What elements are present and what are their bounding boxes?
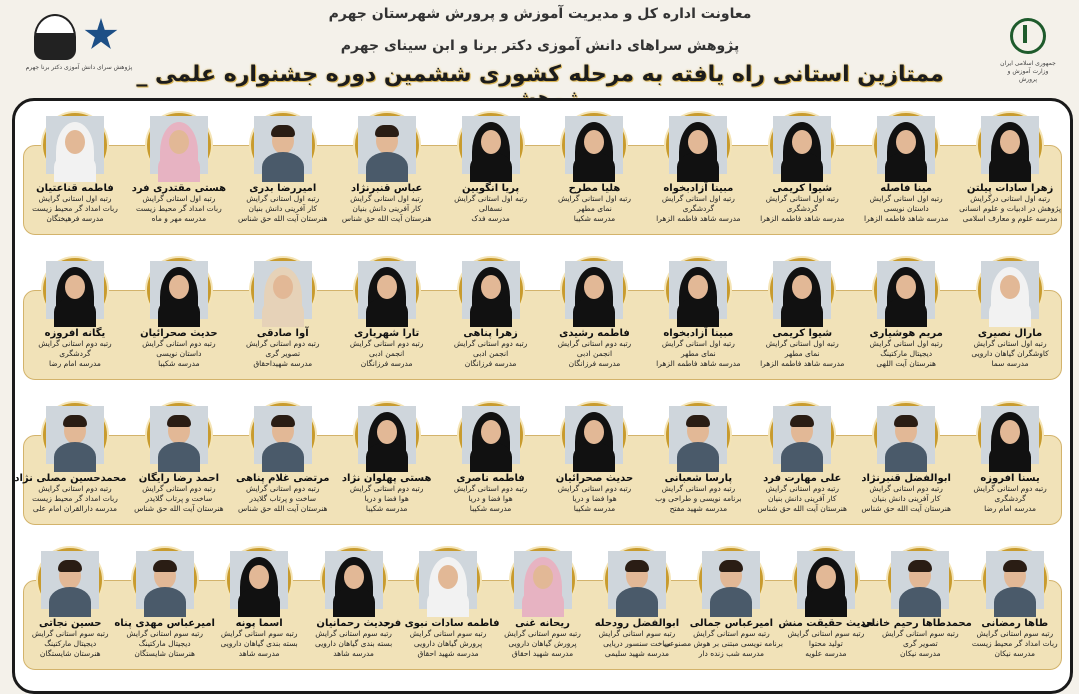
- honoree-name: زهرا پناهی: [463, 328, 518, 339]
- category-line: تصویر گری: [265, 349, 301, 358]
- honoree-name: محمدطاها رحیم خانلی: [861, 618, 972, 629]
- school-line: مدرسه امام رضا: [984, 504, 1037, 513]
- school-line: مدرسه سما: [991, 359, 1029, 368]
- school-line: مدرسه مهر و ماه: [151, 214, 207, 223]
- school-line: مدرسه شاهد: [238, 649, 280, 658]
- honoree-name: مریم هوشیاری: [869, 328, 943, 339]
- rank-line: رتبه دوم استانی گرایش: [557, 484, 632, 493]
- category-line: ربات امداد گر محیط زیست: [135, 204, 222, 213]
- school-line: هنرستان آیت الله حق شناس: [134, 504, 224, 513]
- portrait-photo: [978, 403, 1042, 467]
- category-line: گردشگری: [59, 349, 91, 358]
- category-line: پرورش گیاهان دارویی: [508, 639, 577, 648]
- school-line: مدرسه شهید سلیمی: [604, 649, 670, 658]
- honoree-name: فاطمه رشیدی: [559, 328, 630, 339]
- rank-line: رتبه دوم استانی گرایش: [453, 339, 528, 348]
- category-line: کاوشگران گیاهان دارویی: [971, 349, 1049, 358]
- school-line: هنرستان آیت اللهی: [876, 359, 936, 368]
- honoree-card: [335, 113, 438, 243]
- honoree-card: [127, 403, 230, 533]
- portrait-photo: [251, 403, 315, 467]
- rank-line: رتبه سوم استانی گرایش: [882, 629, 959, 638]
- poster-title: ممتازین استانی راه یافته به مرحله کشوری ششمین دوره جشنواره علمی _: [136, 62, 944, 87]
- category-line: هوا فضا و دریا: [572, 494, 617, 503]
- honoree-name: تارا شهریاری: [354, 328, 420, 339]
- portrait-photo: [978, 113, 1042, 177]
- iran-emblem-icon: [1010, 18, 1046, 54]
- honoree-card: [208, 548, 311, 678]
- portrait-photo: [251, 113, 315, 177]
- rank-line: رتبه سوم استانی گرایش: [126, 629, 204, 638]
- honoree-name: زهرا سادات پیلتن: [966, 183, 1054, 194]
- star-emblem-icon: [84, 18, 118, 52]
- lighthouse-icon: [34, 14, 76, 60]
- category-line: برنامه نویسی مبتنی بر هوش مصنوعی: [663, 639, 783, 648]
- honoree-name: یسنا افروزه: [980, 473, 1040, 484]
- category-line: داستان نویسی: [883, 204, 929, 213]
- portrait-photo: [43, 403, 107, 467]
- rank-line: رتبه اول استانی گرایش: [557, 194, 631, 203]
- category-line: پژوهش در ادبیات و علوم انسانی: [959, 204, 1062, 213]
- honoree-name: اسما پونه: [235, 618, 283, 629]
- school-line: مدرسه شاهد فاطمه الزهرا: [863, 214, 949, 223]
- rank-line: رتبه اول استانی گرایش: [661, 339, 735, 348]
- portrait-photo: [562, 113, 626, 177]
- school-line: مدرسه شکیبا: [573, 214, 616, 223]
- category-line: تولید محتوا: [808, 639, 843, 648]
- honoree-row: [15, 536, 1070, 676]
- rank-line: رتبه دوم استانی گرایش: [453, 484, 528, 493]
- portrait-photo: [562, 258, 626, 322]
- honoree-name: احمد رضا رایگان: [138, 473, 220, 484]
- rank-line: رتبه اول استانی گرایش: [973, 339, 1047, 348]
- honoree-card: [959, 258, 1062, 388]
- portrait-photo: [322, 548, 386, 612]
- portrait-photo: [251, 258, 315, 322]
- school-line: مدرسه فرهیختگان: [46, 214, 104, 223]
- rank-line: رتبه دوم استانی گرایش: [973, 484, 1047, 493]
- honoree-card: [335, 403, 438, 533]
- portrait-photo: [43, 258, 107, 322]
- portrait-photo: [794, 548, 858, 612]
- rank-line: رتبه دوم استانی گرایش: [142, 484, 216, 493]
- school-line: مدرسه شکیبا: [365, 504, 408, 513]
- portrait-photo: [874, 113, 938, 177]
- school-line: مدرسه علویه: [805, 649, 847, 658]
- rank-line: رتبه دوم استانی گرایش: [349, 339, 424, 348]
- category-line: انجمن ادبی: [369, 349, 405, 358]
- rank-line: رتبه سوم استانی گرایش: [976, 629, 1054, 638]
- rank-line: رتبه اول استانی درگرایش: [970, 194, 1051, 203]
- rank-line: رتبه اول استانی گرایش: [869, 194, 943, 203]
- school-line: مدرسه دارالقران امام علی: [32, 504, 118, 513]
- honoree-card: [647, 258, 750, 388]
- honoree-name: حدیث صحرائیان: [555, 473, 634, 484]
- portrait-photo: [770, 113, 834, 177]
- rank-line: رتبه اول استانی گرایش: [765, 194, 839, 203]
- honoree-row: [15, 101, 1070, 241]
- rank-line: رتبه اول استانی گرایش: [765, 339, 839, 348]
- school-line: مدرسه فدک: [471, 214, 510, 223]
- portrait-photo: [666, 258, 730, 322]
- portrait-photo: [227, 548, 291, 612]
- honoree-card: [439, 258, 542, 388]
- school-line: مدرسه شهید احقاق: [511, 649, 574, 658]
- school-line: مدرسه نیکان: [900, 649, 941, 658]
- honoree-name: عباس قنبرنژاد: [350, 183, 423, 194]
- honoree-card: [231, 258, 334, 388]
- category-line: نمای مطهر: [577, 204, 612, 213]
- rank-line: رتبه دوم استانی گرایش: [38, 484, 112, 493]
- rank-line: رتبه دوم استانی گرایش: [246, 484, 320, 493]
- portrait-photo: [38, 548, 102, 612]
- school-line: هنرستان آیت الله حق شناس: [861, 504, 951, 513]
- poster-header: [0, 0, 1079, 100]
- category-line: هوا فضا و دریا: [364, 494, 409, 503]
- honoree-name: هستی مقتدری فرد: [131, 183, 227, 194]
- portrait-photo: [562, 403, 626, 467]
- honoree-name: فاطمه قناعتیان: [36, 183, 114, 194]
- school-line: مدرسه شاهد فاطمه الزهرا: [656, 359, 741, 368]
- school-line: مدرسه فرزانگان: [464, 359, 517, 368]
- category-line: ساخت سنسور دریایی: [603, 639, 671, 648]
- portrait-photo: [459, 258, 523, 322]
- school-line: هنرستان آیت الله حق شناس: [341, 214, 432, 223]
- honoree-card: [751, 258, 854, 388]
- honoree-card: [963, 548, 1066, 678]
- honoree-name: حسین نجاتی: [38, 618, 102, 629]
- honoree-name: فاطمه ناصری: [456, 473, 525, 484]
- honoree-name: یگانه افروزه: [44, 328, 106, 339]
- honoree-name: حدیث حقیقت منش: [778, 618, 874, 629]
- school-line: مدرسه شاهد فاطمه الزهرا: [760, 359, 845, 368]
- honoree-name: شیوا کریمی: [772, 328, 833, 339]
- portrait-photo: [147, 258, 211, 322]
- honoree-card: [19, 548, 122, 678]
- school-line: مدرسه شهیداحقاق: [253, 359, 313, 368]
- honoree-name: حدیث رحمانیان: [316, 618, 391, 629]
- rank-line: رتبه دوم استانی گرایش: [246, 339, 320, 348]
- school-line: هنرستان آیت الله حق شناس: [237, 504, 328, 513]
- honoree-name: فاطمه سادات نبوی فرد: [383, 618, 500, 629]
- category-line: دیجیتال مارکتینگ: [44, 639, 97, 648]
- portrait-photo: [355, 403, 419, 467]
- honoree-card: [231, 113, 334, 243]
- category-line: انجمن ادبی: [576, 349, 613, 358]
- honoree-name: امیرعباس مهدی پناه: [114, 618, 215, 629]
- rank-line: رتبه دوم استانی گرایش: [349, 484, 424, 493]
- portrait-photo: [770, 258, 834, 322]
- school-line: هنرستان شایستگان: [134, 649, 195, 658]
- honoree-name: علی مهارت فرد: [763, 473, 842, 484]
- honoree-card: [647, 403, 750, 533]
- honoree-card: [491, 548, 594, 678]
- category-line: کار آفرینی دانش بنیان: [871, 494, 941, 503]
- honoree-name: پارسا شعبانی: [664, 473, 733, 484]
- category-line: نسفالی: [478, 204, 503, 213]
- honoree-name: آوا صادقی: [256, 328, 309, 339]
- portrait-photo: [874, 403, 938, 467]
- portrait-photo: [888, 548, 952, 612]
- category-line: کار آفرینی دانش بنیان: [248, 204, 318, 213]
- portrait-photo: [355, 113, 419, 177]
- research-house-logo: [24, 12, 134, 92]
- category-line: انجمن ادبی: [472, 349, 509, 358]
- school-line: مدرسه شکیبا: [158, 359, 200, 368]
- rank-line: رتبه اول استانی گرایش: [246, 194, 320, 203]
- portrait-photo: [133, 548, 197, 612]
- portrait-photo: [511, 548, 575, 612]
- rank-line: رتبه سوم استانی گرایش: [31, 629, 109, 638]
- rank-line: رتبه دوم استانی گرایش: [38, 339, 112, 348]
- logo-right-caption: جمهوری اسلامی ایران وزارت آموزش و پرورش: [1000, 60, 1056, 83]
- school-line: مدرسه فرزانگان: [360, 359, 413, 368]
- honoree-row: [15, 391, 1070, 531]
- category-line: برنامه نویسی و طراحی وب: [655, 494, 742, 503]
- rank-line: رتبه سوم استانی گرایش: [409, 629, 487, 638]
- honoree-card: [23, 258, 126, 388]
- rank-line: رتبه دوم استانی گرایش: [661, 484, 736, 493]
- honorees-panel: [12, 98, 1073, 694]
- rank-line: رتبه اول استانی گرایش: [869, 339, 943, 348]
- honoree-card: [383, 548, 500, 678]
- honoree-card: [127, 258, 230, 388]
- category-line: نمای مطهر: [784, 349, 820, 358]
- school-line: مدرسه شهید احقاق: [417, 649, 479, 658]
- portrait-photo: [416, 548, 480, 612]
- portrait-photo: [147, 403, 211, 467]
- portrait-photo: [147, 113, 211, 177]
- honoree-row: [15, 246, 1070, 386]
- honoree-name: مارال نصیری: [977, 328, 1043, 339]
- category-line: گردشگری: [682, 204, 715, 213]
- honoree-name: مبینا آزادبخواه: [663, 328, 734, 339]
- honoree-card: [127, 113, 230, 243]
- portrait-photo: [666, 403, 730, 467]
- portrait-photo: [770, 403, 834, 467]
- school-line: مدرسه شاهد فاطمه الزهرا: [656, 214, 741, 223]
- honoree-card: [959, 113, 1062, 243]
- rank-line: رتبه سوم استانی گرایش: [315, 629, 392, 638]
- rank-line: رتبه دوم استانی گرایش: [765, 484, 839, 493]
- school-line: مدرسه نیکان: [994, 649, 1036, 658]
- category-line: پرورش گیاهان دارویی: [413, 639, 483, 648]
- rank-line: رتبه اول استانی گرایش: [142, 194, 216, 203]
- school-line: مدرسه علوم و معارف اسلامی: [962, 214, 1058, 223]
- honoree-card: [543, 258, 646, 388]
- honoree-name: امیرعباس جمالی: [689, 618, 774, 629]
- honoree-card: [113, 548, 216, 678]
- rank-line: رتبه دوم استانی گرایش: [142, 339, 216, 348]
- rank-line: رتبه دوم استانی گرایش: [869, 484, 943, 493]
- portrait-photo: [666, 113, 730, 177]
- category-line: بسته بندی گیاهان دارویی: [314, 639, 393, 648]
- category-line: بسته بندی گیاهان دارویی: [220, 639, 298, 648]
- honoree-card: [959, 403, 1062, 533]
- honoree-name: مینا فاصله: [880, 183, 933, 194]
- honoree-name: هستی پهلوان نژاد: [341, 473, 432, 484]
- honoree-name: هلیا مطرح: [568, 183, 621, 194]
- header-line-2: پژوهش سراهای دانش آموزی دکتر برنا و ابن سینای جهرم: [340, 38, 740, 54]
- category-line: کار آفرینی دانش بنیان: [767, 494, 837, 503]
- honoree-name: محمدحسین مصلی نژاد: [14, 473, 127, 484]
- rank-line: رتبه اول استانی گرایش: [38, 194, 112, 203]
- honoree-card: [231, 403, 334, 533]
- honoree-card: [861, 548, 972, 678]
- category-line: ساخت و پرتاب گلایدر: [145, 494, 213, 503]
- honoree-name: ابوالفضل قنبرنژاد: [861, 473, 951, 484]
- portrait-photo: [355, 258, 419, 322]
- honoree-card: [543, 403, 646, 533]
- honoree-card: [647, 113, 750, 243]
- portrait-photo: [459, 113, 523, 177]
- honoree-name: ابوالفضل رودحله: [594, 618, 680, 629]
- category-line: دیجیتال مارکتینگ: [880, 349, 933, 358]
- category-line: ربات امداد گر محیط زیست: [32, 494, 118, 503]
- school-line: مدرسه شب زنده دار: [698, 649, 765, 658]
- category-line: ربات امداد گر محیط زیست: [32, 204, 118, 213]
- portrait-photo: [983, 548, 1047, 612]
- rank-line: رتبه سوم استانی گرایش: [787, 629, 865, 638]
- category-line: دیجیتال مارکتینگ: [138, 639, 191, 648]
- school-line: مدرسه شهید مفتح: [669, 504, 728, 513]
- honoree-name: مبینا آزادبخواه: [663, 183, 734, 194]
- category-line: نمای مطهر: [680, 349, 716, 358]
- logo-left-caption: پژوهش سرای دانش آموزی دکتر برنا جهرم: [25, 64, 133, 71]
- portrait-photo: [978, 258, 1042, 322]
- rank-line: رتبه سوم استانی گرایش: [598, 629, 676, 638]
- category-line: کار آفرینی دانش بنیان: [352, 204, 421, 213]
- rank-line: رتبه اول استانی گرایش: [454, 194, 528, 203]
- school-line: هنرستان آیت الله حق شناس: [757, 504, 848, 513]
- honoree-card: [439, 113, 542, 243]
- honoree-card: [14, 403, 127, 533]
- honoree-name: طاها رمضانی: [981, 618, 1049, 629]
- category-line: ساخت و پرتاب گلایدر: [249, 494, 317, 503]
- school-line: مدرسه شاهد: [333, 649, 374, 658]
- honoree-card: [335, 258, 438, 388]
- category-line: هوا فضا و دریا: [468, 494, 513, 503]
- honoree-name: پریا انگوبین: [462, 183, 520, 194]
- school-line: مدرسه شکیبا: [573, 504, 616, 513]
- rank-line: رتبه اول استانی گرایش: [350, 194, 424, 203]
- honoree-card: [439, 403, 542, 533]
- honoree-name: امیررضا بدری: [249, 183, 317, 194]
- category-line: تصویر گری: [903, 639, 938, 648]
- school-line: هنرستان شایستگان: [39, 649, 101, 658]
- honoree-card: [751, 113, 854, 243]
- rank-line: رتبه اول استانی گرایش: [661, 194, 735, 203]
- honoree-card: [855, 258, 958, 388]
- honoree-card: [663, 548, 783, 678]
- school-line: مدرسه شاهد فاطمه الزهرا: [760, 214, 845, 223]
- school-line: مدرسه شکیبا: [469, 504, 512, 513]
- school-line: مدرسه فرزانگان: [568, 359, 621, 368]
- honoree-name: مرتضی غلام پناهی: [236, 473, 330, 484]
- honoree-card: [855, 403, 958, 533]
- honoree-card: [302, 548, 405, 678]
- header-line-1: معاونت اداره کل و مدیریت آموزش و پرورش شهرستان جهرم: [328, 6, 752, 22]
- rank-line: رتبه دوم استانی گرایش: [557, 339, 632, 348]
- honoree-card: [23, 113, 126, 243]
- school-line: مدرسه امام رضا: [48, 359, 101, 368]
- rank-line: رتبه سوم استانی گرایش: [220, 629, 298, 638]
- rank-line: رتبه سوم استانی گرایش: [693, 629, 770, 638]
- honoree-card: [585, 548, 688, 678]
- honoree-card: [855, 113, 958, 243]
- category-line: گردشگری: [786, 204, 818, 213]
- portrait-photo: [605, 548, 669, 612]
- honoree-card: [774, 548, 877, 678]
- portrait-photo: [459, 403, 523, 467]
- honoree-name: حدیث صحرائیان: [140, 328, 218, 339]
- portrait-photo: [43, 113, 107, 177]
- ministry-logo: [999, 18, 1057, 83]
- category-line: گردشگری: [994, 494, 1026, 503]
- category-line: داستان نویسی: [156, 349, 202, 358]
- honoree-name: شیوا کریمی: [772, 183, 833, 194]
- portrait-photo: [874, 258, 938, 322]
- rank-line: رتبه سوم استانی گرایش: [504, 629, 581, 638]
- school-line: هنرستان آیت الله حق شناس: [237, 214, 328, 223]
- portrait-photo: [699, 548, 763, 612]
- honoree-card: [543, 113, 646, 243]
- honoree-name: ریحانه غنی: [515, 618, 570, 629]
- category-line: ربات امداد گر محیط زیست: [971, 639, 1058, 648]
- honoree-card: [751, 403, 854, 533]
